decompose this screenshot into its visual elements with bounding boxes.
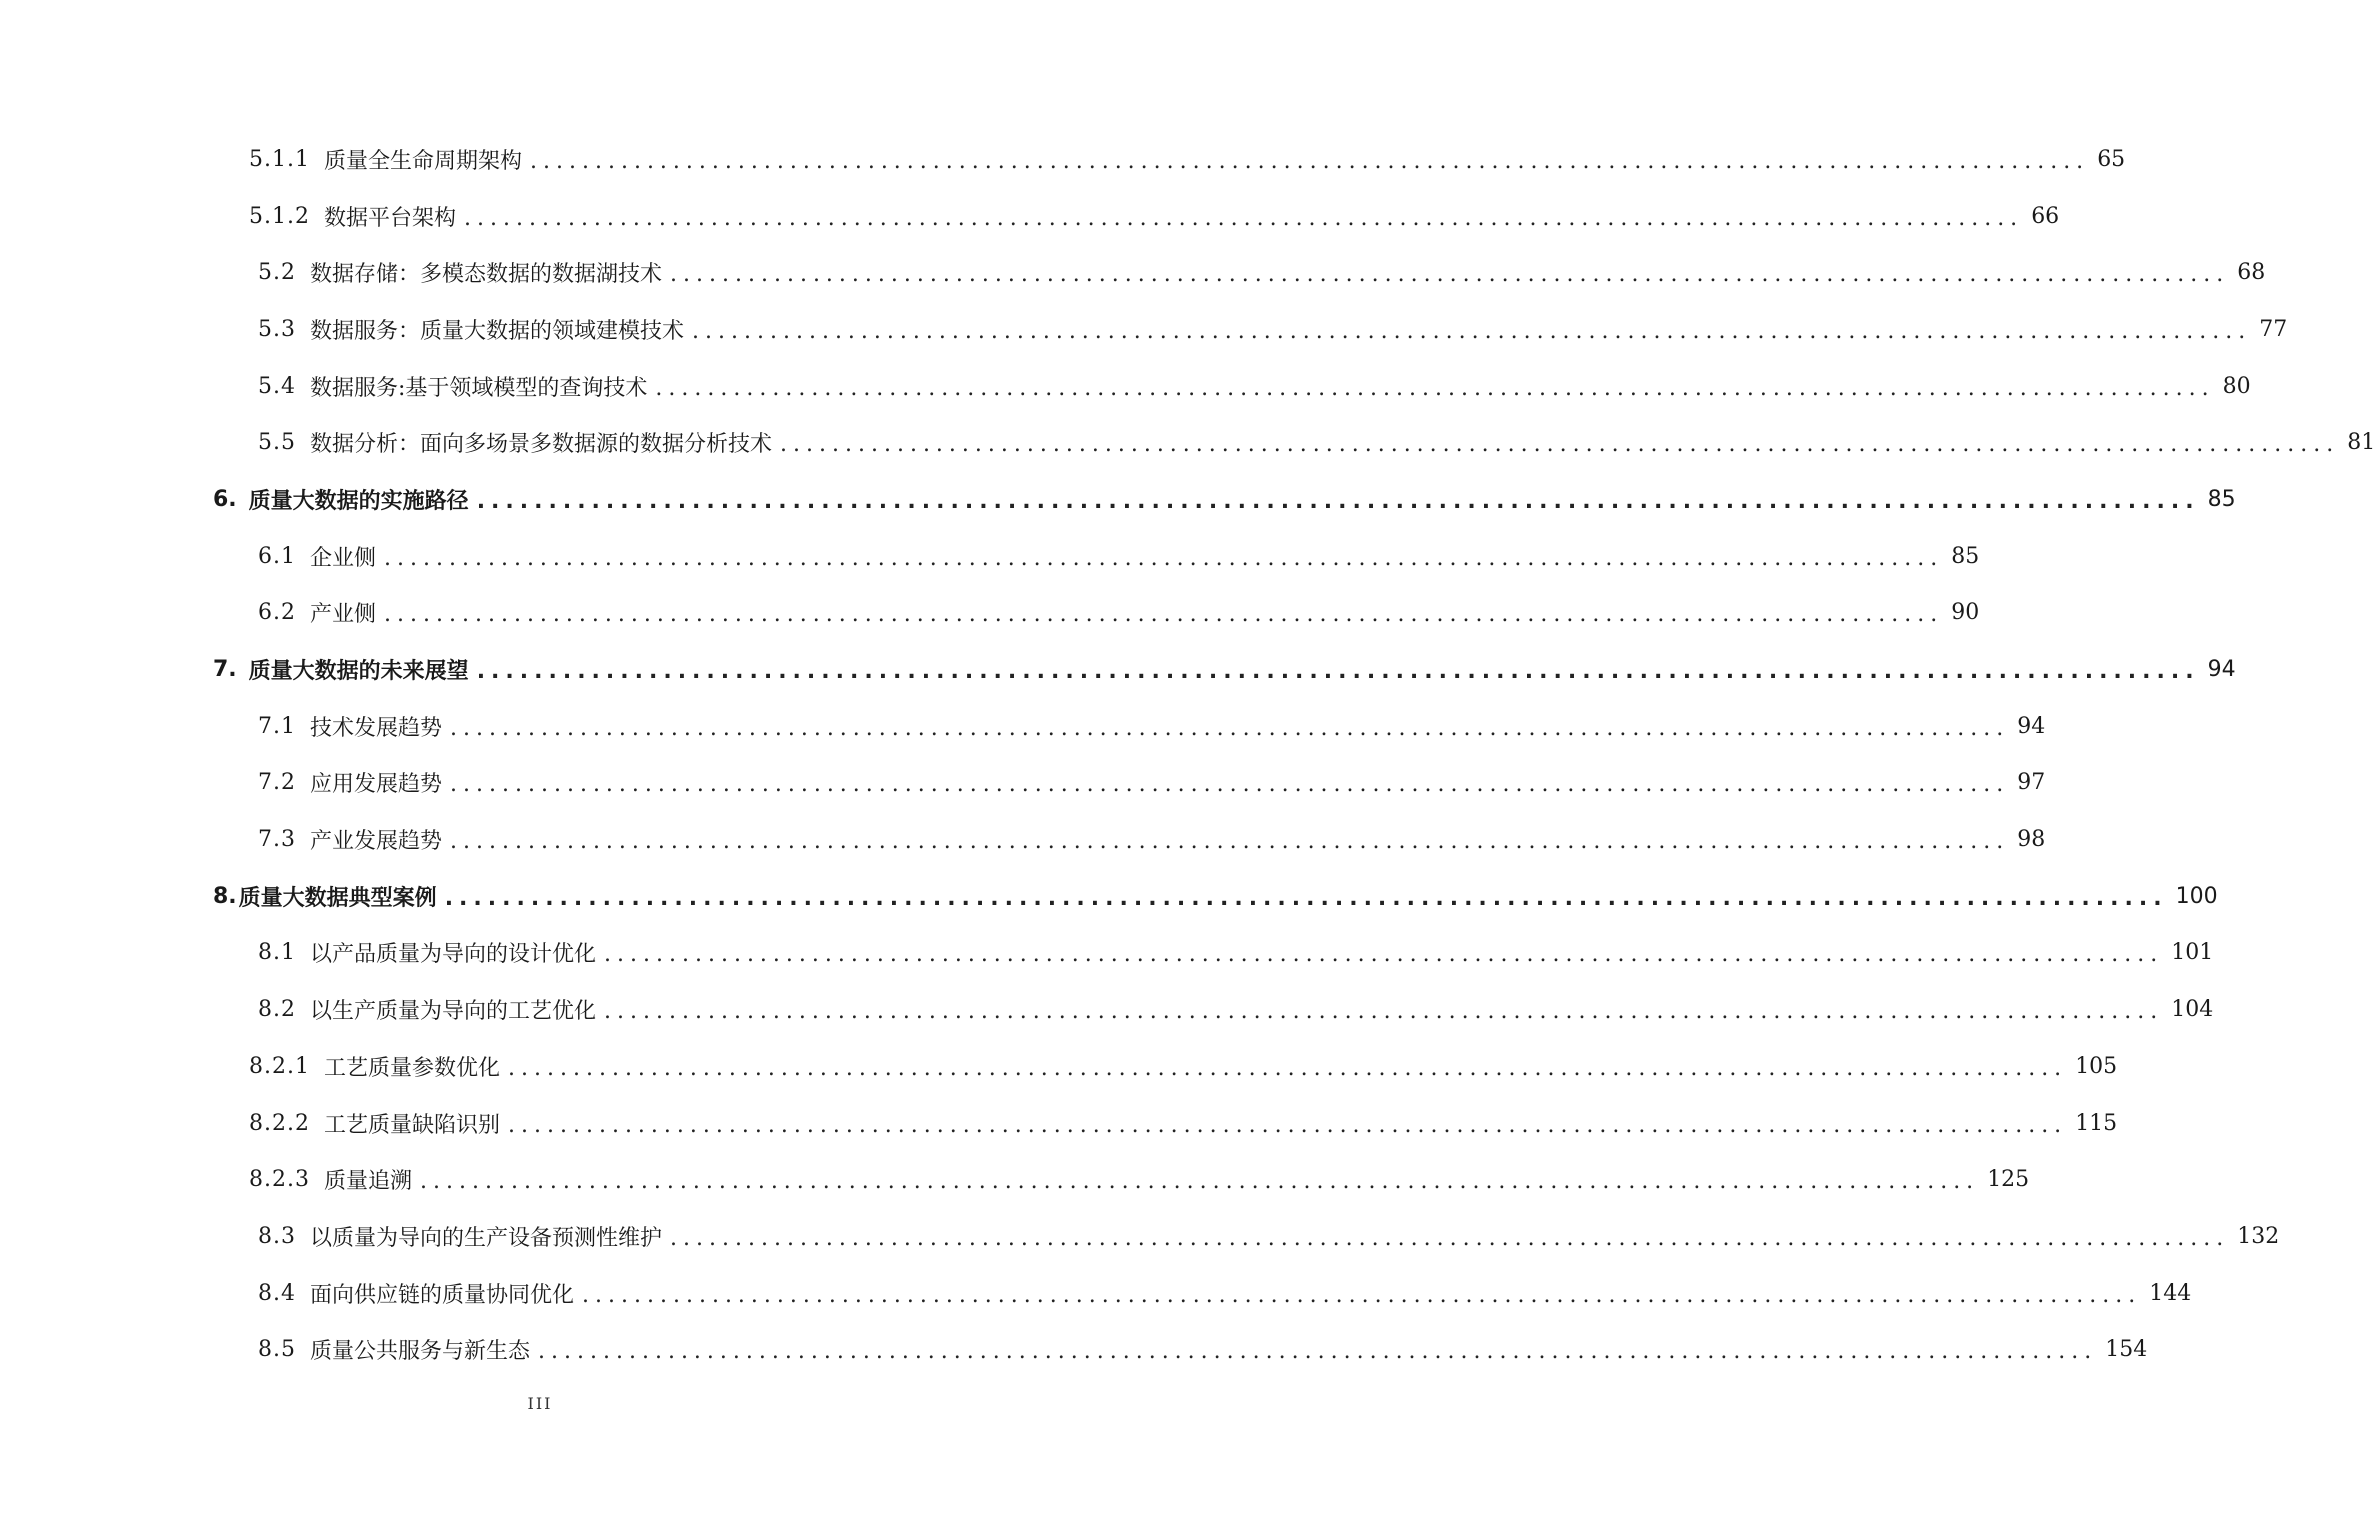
toc-entry[interactable] bbox=[0, 301, 2288, 358]
toc-entry-page-number: 100 bbox=[2175, 883, 2218, 909]
toc-entry-page-number: 154 bbox=[2105, 1337, 2148, 1363]
page-footer-number: III bbox=[527, 1394, 553, 1413]
toc-entry[interactable] bbox=[0, 1321, 2148, 1378]
toc-entry-title: 以质量为导向的生产设备预测性维护 bbox=[310, 1225, 663, 1251]
toc-entry-number: 5.5 bbox=[258, 430, 296, 456]
toc-entry-number: 5.3 bbox=[258, 316, 296, 342]
toc-entry-number: 7.1 bbox=[258, 713, 296, 739]
toc-entry-title: 产业侧 bbox=[310, 602, 377, 628]
toc-entry[interactable] bbox=[0, 358, 2251, 415]
toc-entry-page-number: 80 bbox=[2222, 373, 2251, 399]
toc-entry[interactable] bbox=[0, 244, 2266, 301]
toc-entry-page-number: 105 bbox=[2075, 1053, 2118, 1079]
toc-entry[interactable] bbox=[0, 1208, 2280, 1265]
toc-entry-page-number: 101 bbox=[2171, 940, 2214, 966]
toc-entry[interactable] bbox=[0, 188, 2060, 245]
toc-dot-leader: ........................................................................................................................ bbox=[530, 148, 2090, 174]
toc-dot-leader: ........................................................................................................................ bbox=[476, 659, 2200, 685]
toc-entry-title: 数据服务:基于领域模型的查询技术 bbox=[310, 375, 648, 401]
toc-entry-number: 8.3 bbox=[258, 1223, 296, 1249]
toc-dot-leader: ........................................................................................................................ bbox=[444, 885, 2168, 911]
toc-dot-leader: ........................................................................................................................ bbox=[450, 829, 2010, 855]
toc-dot-leader: ........................................................................................................................ bbox=[670, 262, 2230, 288]
toc-entry[interactable] bbox=[0, 1151, 2030, 1208]
toc-entry-title: 数据分析：面向多场景多数据源的数据分析技术 bbox=[310, 432, 773, 458]
toc-entry-page-number: 85 bbox=[1951, 543, 1980, 569]
toc-entry-title: 产业发展趋势 bbox=[310, 829, 443, 855]
toc-dot-leader: ........................................................................................................................ bbox=[508, 1055, 2068, 1081]
toc-entry-title: 应用发展趋势 bbox=[310, 772, 443, 798]
toc-dot-leader: ........................................................................................................................ bbox=[604, 942, 2164, 968]
toc-entry-page-number: 90 bbox=[1951, 600, 1980, 626]
toc-entry-number: 8.5 bbox=[258, 1337, 296, 1363]
toc-entry[interactable] bbox=[0, 981, 2214, 1038]
toc-entry-page-number: 104 bbox=[2171, 997, 2214, 1023]
toc-entry[interactable] bbox=[0, 868, 2218, 925]
toc-dot-leader: ........................................................................................................................ bbox=[384, 602, 1944, 628]
toc-entry-number: 5.2 bbox=[258, 260, 296, 286]
toc-entry-number: 6. bbox=[213, 486, 237, 512]
toc-entry[interactable] bbox=[0, 585, 1980, 642]
toc-entry-title: 以生产质量为导向的工艺优化 bbox=[310, 999, 597, 1025]
toc-entry-page-number: 125 bbox=[1987, 1167, 2030, 1193]
toc-dot-leader: ........................................................................................................................ bbox=[604, 999, 2164, 1025]
toc-dot-leader: ........................................................................................................................ bbox=[420, 1169, 1980, 1195]
toc-dot-leader: ........................................................................................................................ bbox=[582, 1282, 2142, 1308]
toc-entry-title: 质量公共服务与新生态 bbox=[310, 1339, 531, 1365]
toc-entry-page-number: 97 bbox=[2017, 770, 2046, 796]
toc-entry-number: 8.2.2 bbox=[249, 1110, 310, 1136]
toc-entry-number: 5.1.1 bbox=[249, 146, 310, 172]
toc-entry-number: 7.3 bbox=[258, 827, 296, 853]
toc-entry-title: 质量全生命周期架构 bbox=[323, 148, 522, 174]
toc-entry[interactable] bbox=[0, 1265, 2192, 1322]
toc-entry[interactable] bbox=[0, 471, 2236, 528]
toc-entry-number: 8.1 bbox=[258, 940, 296, 966]
toc-entry-page-number: 85 bbox=[2207, 486, 2236, 512]
toc-entry[interactable] bbox=[0, 811, 2046, 868]
toc-entry-page-number: 144 bbox=[2149, 1280, 2192, 1306]
toc-entry[interactable] bbox=[0, 131, 2126, 188]
toc-entry-page-number: 81 bbox=[2347, 430, 2375, 456]
toc-entry-number: 5.1.2 bbox=[249, 203, 310, 229]
toc-entry-number: 8.4 bbox=[258, 1280, 296, 1306]
toc-entry-number: 8. bbox=[213, 883, 237, 909]
toc-dot-leader: ........................................................................................................................ bbox=[670, 1225, 2230, 1251]
toc-dot-leader: ........................................................................................................................ bbox=[464, 205, 2024, 231]
toc-entry[interactable] bbox=[0, 698, 2046, 755]
toc-entry-number: 7. bbox=[213, 657, 237, 683]
toc-entry-number: 8.2 bbox=[258, 997, 296, 1023]
toc-entry-number: 5.4 bbox=[258, 373, 296, 399]
toc-dot-leader: ........................................................................................................................ bbox=[692, 318, 2252, 344]
toc-entry[interactable] bbox=[0, 925, 2214, 982]
toc-entry-number: 6.2 bbox=[258, 600, 296, 626]
toc-entry-page-number: 94 bbox=[2017, 713, 2046, 739]
toc-dot-leader: ........................................................................................................................ bbox=[655, 375, 2215, 401]
table-of-contents bbox=[0, 131, 2375, 1378]
toc-entry-title: 技术发展趋势 bbox=[310, 715, 443, 741]
toc-dot-leader: ........................................................................................................................ bbox=[450, 715, 2010, 741]
toc-dot-leader: ........................................................................................................................ bbox=[384, 545, 1944, 571]
toc-entry-title: 数据平台架构 bbox=[323, 205, 456, 231]
toc-entry-page-number: 66 bbox=[2031, 203, 2060, 229]
toc-dot-leader: ........................................................................................................................ bbox=[780, 432, 2340, 458]
toc-entry[interactable] bbox=[0, 1095, 2118, 1152]
toc-entry-page-number: 94 bbox=[2207, 657, 2236, 683]
toc-entry-page-number: 115 bbox=[2075, 1110, 2118, 1136]
toc-entry-page-number: 132 bbox=[2237, 1223, 2280, 1249]
toc-entry-number: 7.2 bbox=[258, 770, 296, 796]
toc-entry-title: 数据服务：质量大数据的领域建模技术 bbox=[310, 318, 685, 344]
toc-entry-title: 企业侧 bbox=[310, 545, 377, 571]
toc-entry-title: 以产品质量为导向的设计优化 bbox=[310, 942, 597, 968]
toc-dot-leader: ........................................................................................................................ bbox=[450, 772, 2010, 798]
toc-entry-number: 6.1 bbox=[258, 543, 296, 569]
toc-entry-page-number: 65 bbox=[2097, 146, 2126, 172]
toc-entry[interactable] bbox=[0, 528, 1980, 585]
toc-dot-leader: ........................................................................................................................ bbox=[538, 1339, 2098, 1365]
toc-entry[interactable] bbox=[0, 755, 2046, 812]
toc-entry-title: 工艺质量缺陷识别 bbox=[323, 1112, 500, 1138]
toc-entry-page-number: 77 bbox=[2259, 316, 2288, 342]
toc-entry-title: 面向供应链的质量协同优化 bbox=[310, 1282, 575, 1308]
toc-entry-title: 质量大数据的未来展望 bbox=[248, 659, 469, 685]
toc-entry-page-number: 68 bbox=[2237, 260, 2266, 286]
toc-dot-leader: ........................................................................................................................ bbox=[476, 488, 2200, 514]
toc-entry-number: 8.2.3 bbox=[249, 1167, 310, 1193]
toc-entry[interactable] bbox=[0, 641, 2236, 698]
toc-entry-number: 8.2.1 bbox=[249, 1053, 310, 1079]
toc-entry-title: 质量追溯 bbox=[323, 1169, 412, 1195]
toc-entry-title: 数据存储：多模态数据的数据湖技术 bbox=[310, 262, 663, 288]
toc-entry-title: 质量大数据典型案例 bbox=[238, 885, 437, 911]
toc-dot-leader: ........................................................................................................................ bbox=[508, 1112, 2068, 1138]
toc-entry[interactable] bbox=[0, 414, 2375, 471]
toc-entry[interactable] bbox=[0, 1038, 2118, 1095]
toc-entry-title: 工艺质量参数优化 bbox=[323, 1055, 500, 1081]
toc-entry-title: 质量大数据的实施路径 bbox=[248, 488, 469, 514]
toc-entry-page-number: 98 bbox=[2017, 827, 2046, 853]
